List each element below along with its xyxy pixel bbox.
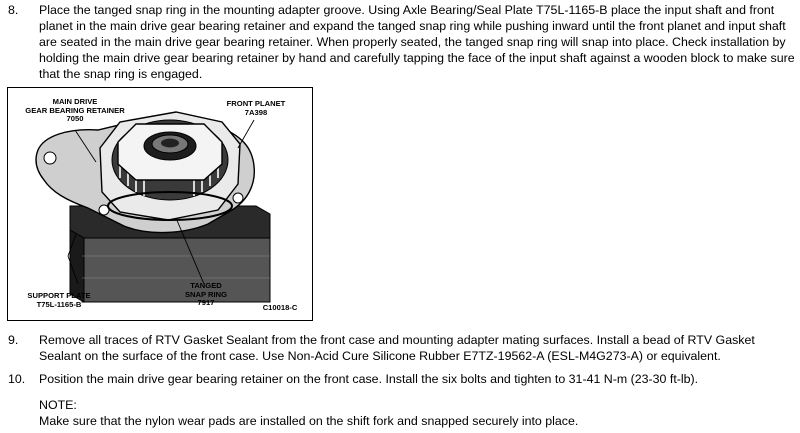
step-8 <box>8 2 796 81</box>
step-10 <box>8 371 796 389</box>
planet-label <box>216 100 296 117</box>
assembly-illustration <box>7 87 313 321</box>
support-plate-label-line1: SUPPORT PLATE <box>27 291 91 300</box>
figure-id: C10018-C <box>262 303 298 312</box>
step-text: Remove all traces of RTV Gasket Sealant from the front case and mounting adapter mating surfaces. Install a bead of RTV Gasket Sealant on the surface of the front case. Use Non-Acid Cure Silicone Rubber E7TZ-19562-A (ESL-M4G273-A) or equivalent. <box>39 333 755 363</box>
step-text: Place the tanged snap ring in the mounting adapter groove. Using Axle Bearing/Seal Plate T75L-1165-B place the input shaft and front planet in the main drive gear bearing retainer and expand the tanged snap ring while pushing inward until the front planet and input shaft are seated in the main drive gear bearing retainer. When properly seated, the tanged snap ring will snap into place. Check installation by holding the main drive gear bearing retainer by hand and carefully tapping the face of the input shaft against a wooden block to make sure that the snap ring is engaged. <box>39 3 795 81</box>
note-heading: NOTE: <box>39 398 77 412</box>
step-number: 10. <box>8 372 26 386</box>
snap-ring-label-line2: SNAP RING <box>184 289 228 299</box>
note-text: Make sure that the nylon wear pads are installed on the shift fork and snapped securely into place. <box>39 414 579 428</box>
planet-label-line1: FRONT PLANET <box>226 99 286 108</box>
planet-part-number: 7A398 <box>244 107 268 117</box>
retainer-part-number: 7050 <box>66 114 84 124</box>
retainer-label-line2: GEAR BEARING RETAINER <box>25 105 125 115</box>
snap-ring-label <box>174 282 238 308</box>
retainer-label <box>20 98 130 124</box>
step-number: 9. <box>8 333 19 347</box>
step-number: 8. <box>8 3 19 17</box>
note-block <box>39 397 578 429</box>
retainer-label-line1: MAIN DRIVE <box>52 97 98 106</box>
step-text: Position the main drive gear bearing retainer on the front case. Install the six bolts and tighten to 31-41 N-m (23-30 ft-lb). <box>39 372 699 386</box>
snap-ring-label-line1: TANGED <box>190 281 222 290</box>
support-plate-label <box>16 292 102 309</box>
support-plate-part-number: T75L-1165-B <box>36 299 82 309</box>
step-9 <box>8 332 796 366</box>
snap-ring-part-number: 7917 <box>197 298 215 308</box>
